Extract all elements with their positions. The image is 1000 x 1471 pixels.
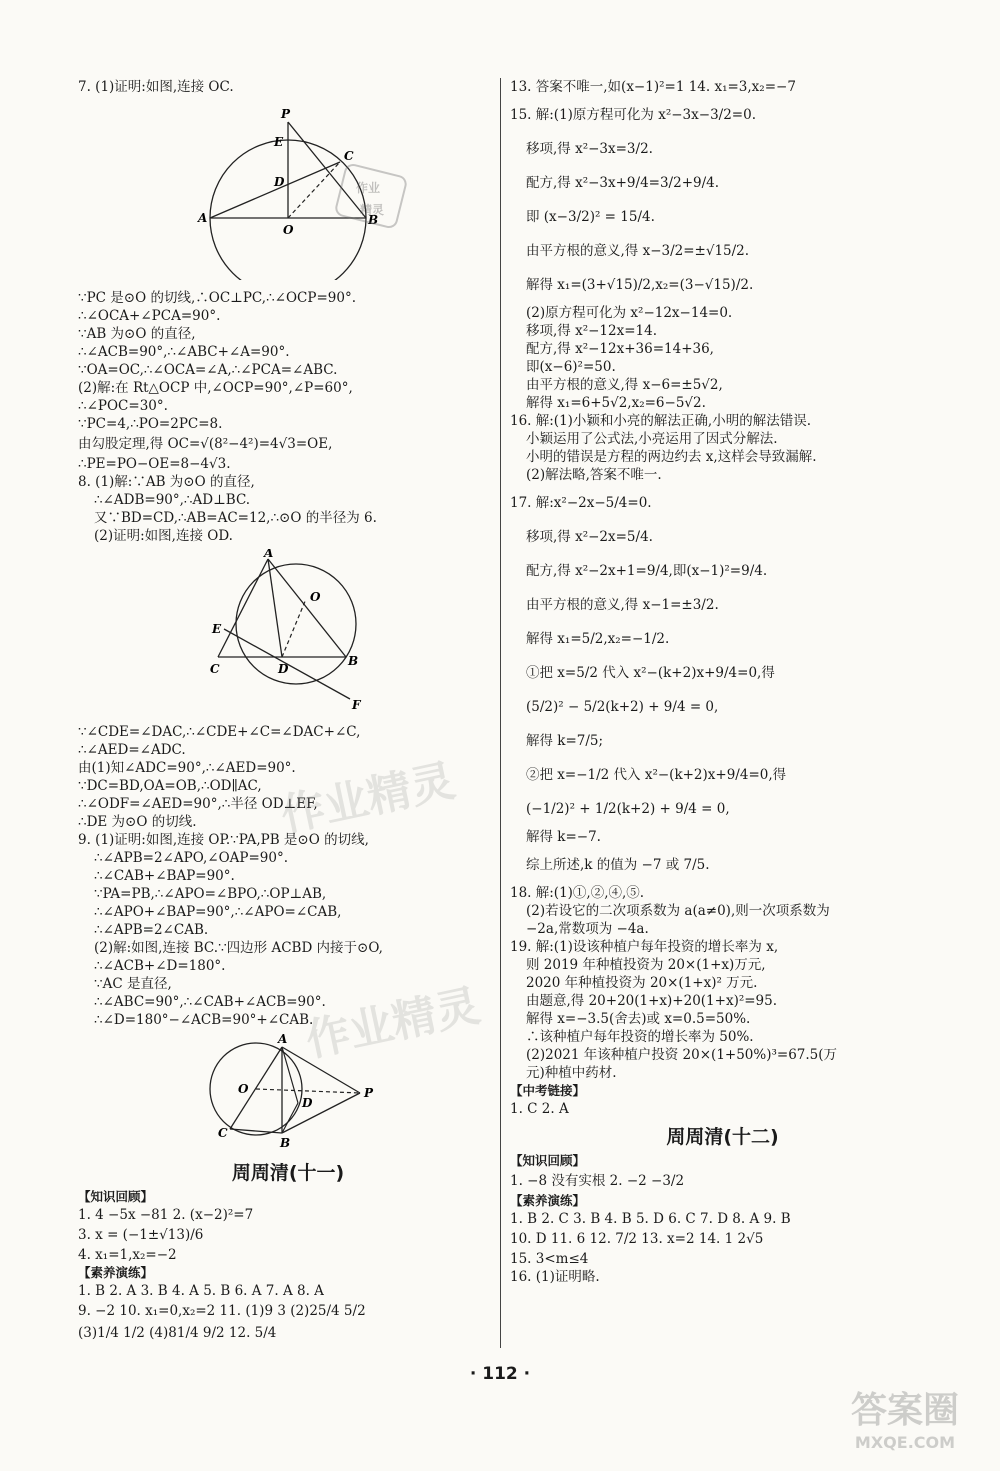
q7-line: (2)解:在 Rt△OCP 中,∠OCP=90°,∠P=60°, bbox=[78, 380, 353, 396]
q19-line: ∴该种植户每年投资的增长率为 50%. bbox=[526, 1029, 754, 1045]
q7-label-b: B bbox=[368, 213, 379, 227]
q9-tangent-diagram bbox=[78, 1033, 408, 1149]
section-tag: 【知识回顾】 bbox=[78, 1189, 154, 1204]
section-title-week-12: 周周清(十二) bbox=[666, 1126, 779, 1148]
q15-line: 即(x−6)²=50. bbox=[526, 359, 616, 375]
q9-line: 9. (1)证明:如图,连接 OP.∵PA,PB 是⊙O 的切线, bbox=[78, 832, 369, 848]
q19-line: 19. 解:(1)设该种植户每年投资的增长率为 x, bbox=[510, 939, 779, 955]
q17-line: 移项,得 x²−2x=5/4. bbox=[526, 529, 653, 545]
question-7 bbox=[78, 78, 498, 473]
answer-line: 3. x = (−1±√13)/6 bbox=[78, 1227, 204, 1243]
site-logo bbox=[830, 1389, 980, 1459]
q8-label-b: B bbox=[348, 654, 359, 668]
q18-line: 18. 解:(1)①,②,④,⑤. bbox=[510, 885, 645, 901]
section-week-12 bbox=[510, 1128, 935, 1286]
q7-label-e: E bbox=[274, 135, 284, 149]
answer-line: 15. 3<m≤4 bbox=[510, 1251, 589, 1267]
q8-line: ∴∠ADB=90°,∴AD⊥BC. bbox=[94, 492, 251, 508]
q7-label-a: A bbox=[198, 211, 208, 225]
q8-line: 8. (1)解:∵AB 为⊙O 的直径, bbox=[78, 474, 255, 490]
q9-line: (2)解:如图,连接 BC.∵四边形 ACBD 内接于⊙O, bbox=[94, 940, 383, 956]
left-column bbox=[78, 78, 498, 1344]
q7-line: ∵AB 为⊙O 的直径, bbox=[78, 326, 196, 342]
question-9 bbox=[78, 831, 498, 1154]
q17-line: 解得 k=−7. bbox=[526, 829, 601, 845]
q7-line: ∴∠OCA+∠PCA=90°. bbox=[78, 308, 221, 324]
logo-text: 答案圈 bbox=[850, 1390, 959, 1431]
answer-line: 9. −2 10. x₁=0,x₂=2 11. (1)9 3 (2)25/4 5/2 bbox=[78, 1303, 366, 1319]
q9-line: ∵PA=PB,∴∠APO=∠BPO,∴OP⊥AB, bbox=[94, 886, 327, 902]
question-18 bbox=[510, 884, 935, 938]
q17-line: 17. 解:x²−2x−5/4=0. bbox=[510, 495, 652, 511]
q7-line: ∵PC=4,∴PO=2PC=8. bbox=[78, 416, 223, 432]
q16-line: 小明的错误是方程的两边约去 x,这样会导致漏解. bbox=[526, 449, 817, 465]
column-divider bbox=[500, 78, 501, 1348]
section-tag: 【中考链接】 bbox=[510, 1083, 586, 1098]
answer-line: 13. 答案不唯一,如(x−1)²=1 14. x₁=3,x₂=−7 bbox=[510, 79, 796, 95]
exam-link bbox=[510, 1082, 935, 1118]
question-16 bbox=[510, 412, 935, 484]
q19-line: 由题意,得 20+20(1+x)+20(1+x)²=95. bbox=[526, 993, 778, 1009]
q7-line-oc bbox=[288, 162, 340, 218]
q9-label-p: P bbox=[364, 1086, 374, 1100]
q19-line: (2)2021 年该种植户投资 20×(1+50%)³=67.5(万 bbox=[526, 1047, 838, 1063]
q18-line: −2a,常数项为 −4a. bbox=[526, 921, 649, 937]
q19-line: 则 2019 年种植投资为 20×(1+x)万元, bbox=[526, 957, 766, 973]
q16-line: (2)解法略,答案不唯一. bbox=[526, 467, 662, 483]
stamp-bottom-text: 精灵 bbox=[360, 203, 385, 217]
q7-line: ∴∠ACB=90°,∴∠ABC+∠A=90°. bbox=[78, 344, 290, 360]
answer-line: 1. 4 −5x −81 2. (x−2)²=7 bbox=[78, 1207, 254, 1223]
q9-line: ∴∠ACB+∠D=180°. bbox=[94, 958, 226, 974]
q17-line: (−1/2)² + 1/2(k+2) + 9/4 = 0, bbox=[526, 801, 730, 817]
q8-label-c: C bbox=[210, 662, 220, 676]
q8-line: ∴∠AED=∠ADC. bbox=[78, 742, 186, 758]
q15-line: 解得 x₁=(3+√15)/2,x₂=(3−√15)/2. bbox=[526, 277, 754, 293]
section-tag: 【知识回顾】 bbox=[510, 1153, 586, 1168]
q15-line: 15. 解:(1)原方程可化为 x²−3x−3/2=0. bbox=[510, 107, 756, 123]
q17-line: 解得 k=7/5; bbox=[526, 733, 604, 749]
q9-label-b: B bbox=[280, 1136, 291, 1149]
question-15 bbox=[510, 100, 935, 412]
q9-line: ∴∠CAB+∠BAP=90°. bbox=[94, 868, 235, 884]
q9-line: ∵AC 是直径, bbox=[94, 976, 172, 992]
q15-line: 移项,得 x²−12x=14. bbox=[526, 323, 657, 339]
q8-label-a: A bbox=[264, 549, 274, 560]
q8-line: (2)证明:如图,连接 OD. bbox=[94, 528, 233, 544]
q19-line: 2020 年种植投资为 20×(1+x)² 万元. bbox=[526, 975, 758, 991]
q8-label-d: D bbox=[278, 662, 289, 676]
answer-line: 1. −8 没有实根 2. −2 −3/2 bbox=[510, 1173, 685, 1189]
answer-line: 1. B 2. A 3. B 4. A 5. B 6. A 7. A 8. A bbox=[78, 1283, 324, 1299]
q7-line: 7. (1)证明:如图,连接 OC. bbox=[78, 79, 234, 95]
q19-line: 解得 x=−3.5(舍去)或 x=0.5=50%. bbox=[526, 1011, 751, 1027]
right-column bbox=[510, 78, 935, 1286]
q17-line: ②把 x=−1/2 代入 x²−(k+2)x+9/4=0,得 bbox=[526, 767, 787, 783]
watermark-text: 作业精灵 bbox=[301, 980, 485, 1067]
q9-label-c: C bbox=[218, 1126, 228, 1140]
q7-line: ∵PC 是⊙O 的切线,∴OC⊥PC,∴∠OCP=90°. bbox=[78, 290, 356, 306]
answer-line: 4. x₁=1,x₂=−2 bbox=[78, 1247, 177, 1263]
stamp-top-text: 作业 bbox=[356, 181, 381, 195]
q9-label-o: O bbox=[238, 1082, 249, 1096]
q16-line: 16. 解:(1)小颖和小亮的解法正确,小明的解法错误. bbox=[510, 413, 812, 429]
q19-line: 元)种植中药材. bbox=[526, 1065, 617, 1081]
q8-figure bbox=[78, 549, 498, 719]
q16-line: 小颖运用了公式法,小亮运用了因式分解法. bbox=[526, 431, 778, 447]
q15-line: 配方,得 x²−12x+36=14+36, bbox=[526, 341, 714, 357]
q8-label-f: F bbox=[352, 698, 361, 712]
q7-label-o: O bbox=[283, 223, 294, 237]
q7-figure bbox=[78, 100, 498, 285]
q8-line: 由(1)知∠ADC=90°,∴∠AED=90°. bbox=[78, 760, 296, 776]
q7-line: ∴PE=PO−OE=8−4√3. bbox=[78, 456, 231, 472]
q7-line: 由勾股定理,得 OC=√(8²−4²)=4√3=OE, bbox=[78, 436, 333, 452]
q8-label-e: E bbox=[212, 622, 222, 636]
q7-label-d: D bbox=[274, 175, 285, 189]
q7-label-p: P bbox=[281, 107, 291, 121]
section-tag: 【素养演练】 bbox=[510, 1193, 586, 1208]
q7-line-pb bbox=[288, 122, 366, 218]
q7-line: ∵OA=OC,∴∠OCA=∠A,∴∠PCA=∠ABC. bbox=[78, 362, 338, 378]
q8-line-ac bbox=[218, 559, 268, 657]
q17-line: 配方,得 x²−2x+1=9/4,即(x−1)²=9/4. bbox=[526, 563, 768, 579]
watermark-text: 作业精灵 bbox=[276, 755, 460, 842]
answer-line: 16. (1)证明略. bbox=[510, 1269, 600, 1285]
q9-line: ∴∠ABC=90°,∴∠CAB+∠ACB=90°. bbox=[94, 994, 326, 1010]
q8-line: 又∵BD=CD,∴AB=AC=12,∴⊙O 的半径为 6. bbox=[94, 510, 377, 526]
q9-label-d: D bbox=[302, 1096, 313, 1110]
q9-figure bbox=[78, 1033, 498, 1154]
section-week-11 bbox=[78, 1164, 498, 1344]
q8-label-o: O bbox=[310, 590, 321, 604]
q8-line-od bbox=[282, 599, 306, 657]
q15-line: 由平方根的意义,得 x−3/2=±√15/2. bbox=[526, 243, 750, 259]
logo-domain: MXQE.COM bbox=[854, 1433, 956, 1452]
q8-line: ∴∠ODF=∠AED=90°,∴半径 OD⊥EF, bbox=[78, 796, 318, 812]
q17-line: 综上所述,k 的值为 −7 或 7/5. bbox=[526, 857, 710, 873]
q7-circle-diagram bbox=[78, 100, 408, 280]
q7-line-ac bbox=[210, 162, 340, 218]
q17-line: 解得 x₁=5/2,x₂=−1/2. bbox=[526, 631, 670, 647]
question-19 bbox=[510, 938, 935, 1082]
q17-line: (5/2)² − 5/2(k+2) + 9/4 = 0, bbox=[526, 699, 719, 715]
q15-line: 移项,得 x²−3x=3/2. bbox=[526, 141, 653, 157]
q7-label-c: C bbox=[344, 149, 354, 163]
q15-line: 解得 x₁=6+5√2,x₂=6−5√2. bbox=[526, 395, 706, 411]
section-title-week-11: 周周清(十一) bbox=[231, 1162, 345, 1184]
answer-line: 1. C 2. A bbox=[510, 1101, 569, 1117]
answer-line: 1. B 2. C 3. B 4. B 5. D 6. C 7. D 8. A 9. B bbox=[510, 1211, 791, 1227]
q15-line: 即 (x−3/2)² = 15/4. bbox=[526, 209, 655, 225]
q9-line-op bbox=[256, 1089, 360, 1093]
answer-line: 10. D 11. 6 12. 7/2 13. x=2 14. 1 2√5 bbox=[510, 1231, 764, 1247]
q8-line: ∴DE 为⊙O 的切线. bbox=[78, 814, 197, 830]
q8-line: ∵∠CDE=∠DAC,∴∠CDE+∠C=∠DAC+∠C, bbox=[78, 724, 361, 740]
q9-line: ∴∠D=180°−∠ACB=90°+∠CAB. bbox=[94, 1012, 314, 1028]
q15-line: 配方,得 x²−3x+9/4=3/2+9/4. bbox=[526, 175, 720, 191]
q9-line: ∴∠APB=2∠CAB. bbox=[94, 922, 209, 938]
question-17 bbox=[510, 488, 935, 880]
q9-tangent-pb bbox=[282, 1093, 360, 1133]
q9-label-a: A bbox=[278, 1033, 288, 1046]
q15-line: 由平方根的意义,得 x−6=±5√2, bbox=[526, 377, 723, 393]
q7-line: ∴∠POC=30°. bbox=[78, 398, 168, 414]
q17-line: ①把 x=5/2 代入 x²−(k+2)x+9/4=0,得 bbox=[526, 665, 775, 681]
page-number: · 112 · bbox=[469, 1364, 531, 1384]
q15-line: (2)原方程可化为 x²−12x−14=0. bbox=[526, 305, 733, 321]
q8-triangle-diagram bbox=[78, 549, 408, 714]
q9-line: ∴∠APB=2∠APO,∠OAP=90°. bbox=[94, 850, 289, 866]
answer-line: (3)1/4 1/2 (4)81/4 9/2 12. 5/4 bbox=[78, 1325, 277, 1341]
q17-line: 由平方根的意义,得 x−1=±3/2. bbox=[526, 597, 719, 613]
q18-line: (2)若设它的二次项系数为 a(a≠0),则一次项系数为 bbox=[526, 903, 830, 919]
q9-line: ∴∠APO+∠BAP=90°,∴∠APO=∠CAB, bbox=[94, 904, 342, 920]
q8-line: ∵DC=BD,OA=OB,∴OD∥AC, bbox=[78, 778, 262, 794]
section-tag: 【素养演练】 bbox=[78, 1265, 154, 1280]
